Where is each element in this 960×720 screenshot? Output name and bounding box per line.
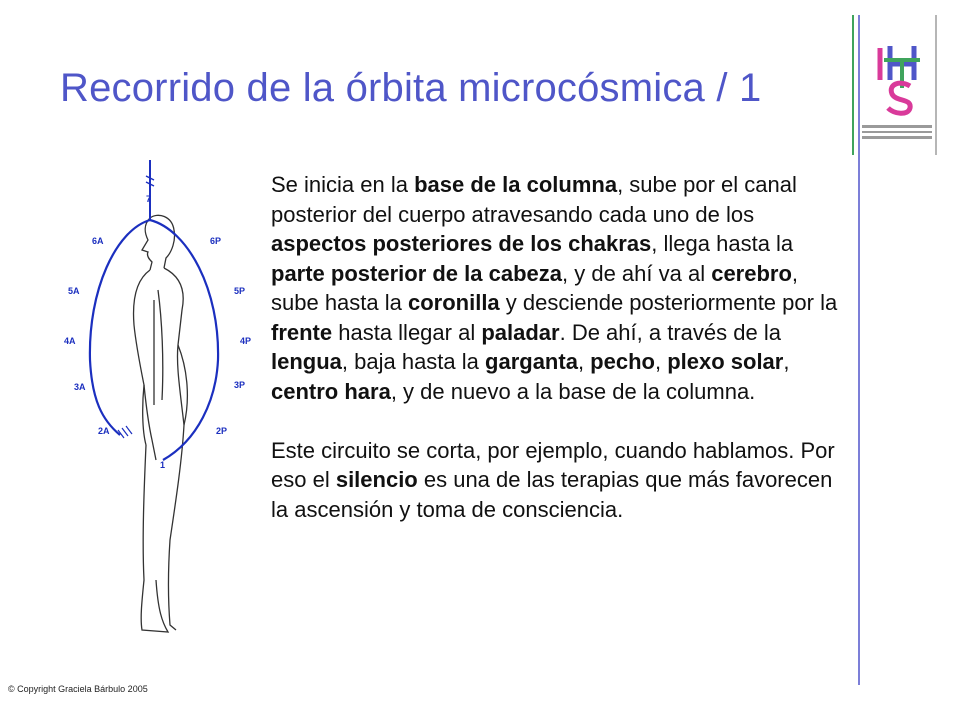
text-span: y desciende posteriormente por la [499,290,838,315]
bold-term: aspectos posteriores de los chakras [271,231,652,256]
bold-term: centro hara [271,378,391,404]
body-text [271,170,851,524]
text-span: , sube hasta la [271,260,799,315]
label-1: 1 [160,460,166,470]
text-span: , llega hasta la [651,231,794,256]
label-5p: 5P [234,286,246,296]
text-span: , sube por el canal posterior del cuerpo atravesando cada uno de los [271,172,797,227]
paragraph-1 [271,170,851,406]
label-2p: 2P [216,426,228,436]
label-7: 7 [146,194,152,204]
bold-term: parte posterior de la cabeza [271,260,562,286]
text-span: , baja hasta la [341,349,486,374]
orbit-front-path [90,220,150,435]
bold-term: pecho [590,349,655,374]
label-6a: 6A [92,236,104,246]
label-2a: 2A [98,426,110,436]
rule-line [862,125,932,128]
text-span: es una de las terapias que más favorecen la ascensión y toma de consciencia. [271,467,833,522]
label-4a: 4A [64,336,76,346]
body-orbit-figure [58,160,258,660]
bold-term: lengua [271,349,342,374]
label-4p: 4P [240,336,252,346]
human-body-outline [134,215,188,632]
bold-term: coronilla [407,290,500,315]
label-3p: 3P [234,380,246,390]
text-span: , [577,349,591,374]
paragraph-2 [271,436,851,525]
text-span: . De ahí, a través de la [559,319,781,345]
label-5a: 5A [68,286,80,296]
bold-term: plexo solar [667,349,784,374]
bold-term: cerebro [711,260,792,286]
tongue-mark-icon [118,426,132,438]
label-3a: 3A [74,382,86,392]
bold-term: base de la columna [414,172,618,197]
rule-line [862,131,932,133]
bold-term: silencio [335,467,418,492]
rule-line [858,15,860,685]
rule-line [862,136,932,139]
rule-line [852,15,854,155]
label-6p: 6P [210,236,222,246]
bold-term: frente [271,319,333,345]
text-span: Este circuito se corta, por ejemplo, cuando hablamos. Por eso el [271,437,835,492]
text-span: hasta llegar al [332,319,482,345]
rule-line [935,15,937,155]
page-title: Recorrido de la órbita microcósmica / 1 [60,66,762,110]
copyright-notice: © Copyright Graciela Bárbulo 2005 [8,684,148,694]
bold-term: garganta [485,349,578,374]
text-span: , y de nuevo a la base de la columna. [390,378,756,404]
text-span: Se inicia en la [271,172,415,197]
text-span: , y de ahí va al [562,260,712,286]
text-span: , [654,349,668,374]
bold-term: paladar [481,319,560,345]
logo [870,40,930,120]
text-span: , [783,349,790,374]
